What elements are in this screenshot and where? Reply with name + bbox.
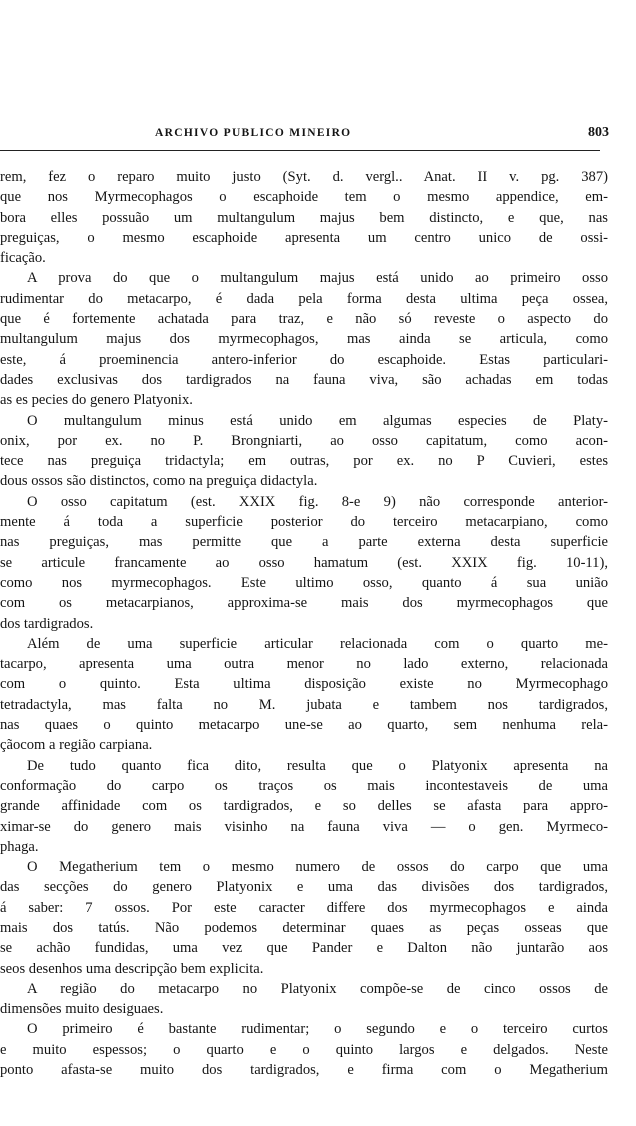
text-line: tetradactyla, mas falta no M. jubata e tambem nos tardigrados, <box>0 696 608 713</box>
text-line: ficação. <box>0 250 46 267</box>
text-line: tacarpo, apresenta uma outra menor no lado externo, relacionada <box>0 656 608 673</box>
text-line: dimensões muito desiguaes. <box>0 1001 164 1018</box>
text-line: multangulum majus dos myrmecophagos, mas ainda se articula, como <box>0 331 608 348</box>
text-line: rudimentar do metacarpo, é dada pela forma desta ultima peça ossea, <box>0 290 608 307</box>
text-line: ximar-se do genero mais visinho na fauna viva — o gen. Myrmeco- <box>0 818 608 835</box>
text-line: preguiças, o mesmo escaphoide apresenta um centro unico de ossi- <box>0 229 608 246</box>
page-number: 803 <box>588 125 609 140</box>
text-line: que nos Myrmecophagos o escaphoide tem o mesmo appendice, em- <box>0 189 608 206</box>
text-line: se achão fundidas, uma vez que Pander e Dalton não juntarão aos <box>0 940 608 957</box>
text-line: A prova do que o multangulum majus está unido ao primeiro osso <box>27 270 608 287</box>
text-line: á saber: 7 ossos. Por este caracter differe dos myrmecophagos e ainda <box>0 899 608 916</box>
text-line: das secções do genero Platyonix e uma das divisões dos tardigrados, <box>0 879 608 896</box>
text-line: O Megatherium tem o mesmo numero de ossos do carpo que uma <box>27 859 608 876</box>
text-line: e muito espessos; o quarto e o quinto largos e delgados. Neste <box>0 1041 608 1058</box>
text-line: O primeiro é bastante rudimentar; o segundo e o terceiro curtos <box>27 1021 608 1038</box>
text-line: O multangulum minus está unido em algumas especies de Platy- <box>27 412 608 429</box>
text-line: rem, fez o reparo muito justo (Syt. d. vergl.. Anat. II v. pg. 387) <box>0 169 608 185</box>
text-line: Além de uma superficie articular relacionada com o quarto me- <box>27 635 608 652</box>
header-rule <box>0 150 600 151</box>
body-text <box>0 167 608 1080</box>
text-line: phaga. <box>0 838 39 855</box>
text-line: com os metacarpianos, approxima-se mais dos myrmecophagos que <box>0 595 608 612</box>
text-line: mais dos tatús. Não podemos determinar quaes as peças osseas que <box>0 919 608 936</box>
text-line: bora elles possuão um multangulum majus bem distincto, e que, nas <box>0 209 608 226</box>
text-line: A região do metacarpo no Platyonix compõe-se de cinco ossos de <box>27 980 608 997</box>
text-line: O osso capitatum (est. XXIX fig. 8-e 9) não corresponde anterior- <box>27 493 608 510</box>
text-line: nas quaes o quinto metacarpo une-se ao quarto, sem nenhuma rela- <box>0 717 608 734</box>
text-line: onix, por ex. no P. Brongniarti, ao osso capitatum, como acon- <box>0 432 608 449</box>
text-line: seos desenhos uma descripção bem explicita. <box>0 960 264 977</box>
text-line: De tudo quanto fica dito, resulta que o Platyonix apresenta na <box>27 757 608 774</box>
text-line: nas preguiças, mas permitte que a parte externa desta superficie <box>0 534 608 551</box>
text-line: mente á toda a superficie posterior do terceiro metacarpiano, como <box>0 514 608 531</box>
text-line: ponto afasta-se muito dos tardigrados, e firma com o Megatherium <box>0 1062 608 1079</box>
text-line: as es pecies do genero Platyonix. <box>0 392 193 409</box>
text-line: dous ossos são distinctos, como na preguiça didactyla. <box>0 473 318 490</box>
text-line: çãocom a região carpiana. <box>0 737 153 754</box>
text-line: se articule francamente ao osso hamatum (est. XXIX fig. 10-11), <box>0 554 608 571</box>
text-line: conformação do carpo os traços os mais incontestaveis de uma <box>0 777 608 794</box>
running-title: ARCHIVO PUBLICO MINEIRO <box>155 127 352 139</box>
text-line: tece nas preguiça tridactyla; em outras, por ex. no P Cuvieri, estes <box>0 453 608 470</box>
running-head <box>0 127 636 147</box>
text-line: com o quinto. Esta ultima disposição existe no Myrmecophago <box>0 676 608 693</box>
text-line: grande affinidade com os tardigrados, e so delles se afasta para appro- <box>0 798 608 815</box>
text-line: dades exclusivas dos tardigrados na fauna viva, são achadas em todas <box>0 371 608 388</box>
text-line: dos tardigrados. <box>0 615 94 632</box>
text-line: este, á proeminencia antero-inferior do escaphoide. Estas particulari- <box>0 351 608 368</box>
text-line: que é fortemente achatada para traz, e não só reveste o aspecto do <box>0 311 608 328</box>
text-line: como nos myrmecophagos. Este ultimo osso, quanto á sua união <box>0 574 608 591</box>
